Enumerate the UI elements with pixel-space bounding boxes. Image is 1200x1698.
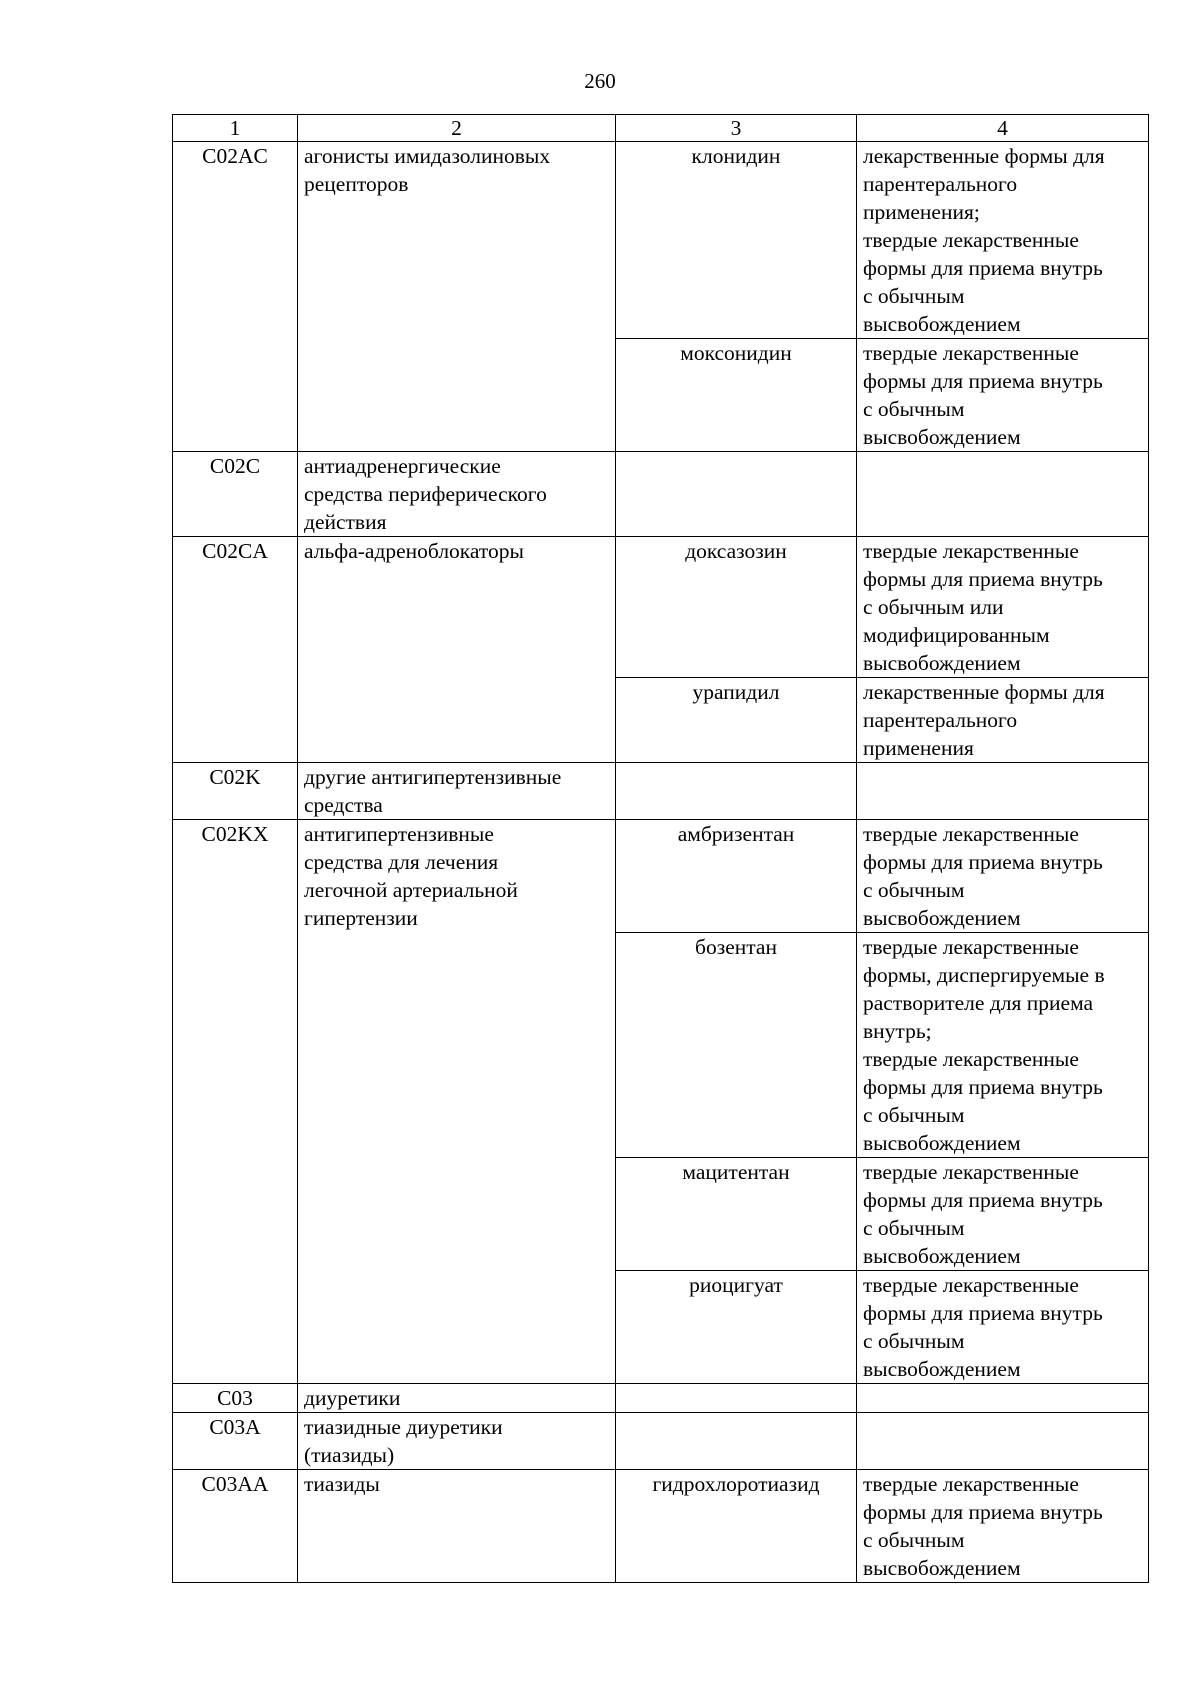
text-line: с обычным (863, 1216, 965, 1240)
atc-code-cell: C02CA (173, 537, 298, 763)
text-line: тиазидные диуретики (304, 1415, 503, 1439)
text-line: высвобождением (863, 312, 1021, 336)
table-row (173, 537, 1149, 678)
text-line: с обычным (863, 1103, 965, 1127)
table-row (173, 1470, 1149, 1583)
drug-name-cell (616, 763, 857, 820)
group-name-cell (298, 142, 616, 452)
dosage-form-cell (857, 678, 1149, 763)
header-cell-3: 3 (616, 115, 857, 142)
text-line: средства для лечения (304, 850, 499, 874)
header-cell-4: 4 (857, 115, 1149, 142)
dosage-form-cell (857, 1413, 1149, 1470)
text-line: высвобождением (863, 651, 1021, 675)
text-line: высвобождением (863, 1556, 1021, 1580)
dosage-form-cell (857, 1470, 1149, 1583)
text-line: твердые лекарственные (863, 539, 1079, 563)
text-line: применения; (863, 200, 980, 224)
drug-name-cell: моксонидин (616, 339, 857, 452)
text-line: высвобождением (863, 1357, 1021, 1381)
drug-name-cell (616, 1384, 857, 1413)
text-line: тиазиды (304, 1472, 380, 1496)
drug-name-cell (616, 452, 857, 537)
text-line: твердые лекарственные (863, 822, 1079, 846)
text-line: парентерального (863, 708, 1018, 732)
table-row (173, 763, 1149, 820)
table-row (173, 820, 1149, 933)
drug-name-cell: мацитентан (616, 1158, 857, 1271)
text-line: применения (863, 736, 974, 760)
dosage-form-cell (857, 537, 1149, 678)
text-line: формы для приема внутрь (863, 1301, 1103, 1325)
text-line: внутрь; (863, 1019, 932, 1043)
dosage-form-cell (857, 763, 1149, 820)
text-line: парентерального (863, 172, 1018, 196)
text-line: с обычным (863, 397, 965, 421)
drug-name-cell: доксазозин (616, 537, 857, 678)
table-row (173, 452, 1149, 537)
dosage-form-cell (857, 1384, 1149, 1413)
atc-code-cell: C02C (173, 452, 298, 537)
drug-name-cell: бозентан (616, 933, 857, 1158)
text-line: с обычным (863, 878, 965, 902)
group-name-cell (298, 452, 616, 537)
text-line: лекарственные формы для (863, 144, 1105, 168)
dosage-form-cell (857, 339, 1149, 452)
table-row (173, 1413, 1149, 1470)
text-line: твердые лекарственные (863, 935, 1079, 959)
text-line: формы для приема внутрь (863, 1500, 1103, 1524)
text-line: формы, диспергируемые в (863, 963, 1105, 987)
dosage-form-cell (857, 452, 1149, 537)
header-cell-2: 2 (298, 115, 616, 142)
text-line: высвобождением (863, 425, 1021, 449)
dosage-form-cell (857, 933, 1149, 1158)
drug-table (172, 114, 1149, 1583)
dosage-form-cell (857, 1271, 1149, 1384)
text-line: гипертензии (304, 906, 418, 930)
atc-code-cell: C02KX (173, 820, 298, 1384)
atc-code-cell: C03A (173, 1413, 298, 1470)
text-line: (тиазиды) (304, 1443, 395, 1467)
text-line: твердые лекарственные (863, 1047, 1079, 1071)
text-line: формы для приема внутрь (863, 1075, 1103, 1099)
group-name-cell (298, 1384, 616, 1413)
atc-code-cell: C02AC (173, 142, 298, 452)
drug-name-cell: гидрохлоротиазид (616, 1470, 857, 1583)
atc-code-cell: C02K (173, 763, 298, 820)
text-line: формы для приема внутрь (863, 567, 1103, 591)
text-line: высвобождением (863, 906, 1021, 930)
text-line: диуретики (304, 1386, 401, 1410)
drug-name-cell: урапидил (616, 678, 857, 763)
text-line: легочной артериальной (304, 878, 518, 902)
dosage-form-cell (857, 820, 1149, 933)
text-line: альфа-адреноблокаторы (304, 539, 524, 563)
dosage-form-cell (857, 142, 1149, 339)
drug-name-cell (616, 1413, 857, 1470)
drug-name-cell: клонидин (616, 142, 857, 339)
table-header-row (173, 115, 1149, 142)
text-line: антиадренергические (304, 454, 501, 478)
table-row (173, 1384, 1149, 1413)
atc-code-cell: C03 (173, 1384, 298, 1413)
text-line: средства (304, 793, 383, 817)
text-line: высвобождением (863, 1244, 1021, 1268)
header-cell-1: 1 (173, 115, 298, 142)
text-line: твердые лекарственные (863, 341, 1079, 365)
group-name-cell (298, 537, 616, 763)
text-line: твердые лекарственные (863, 1472, 1079, 1496)
dosage-form-cell (857, 1158, 1149, 1271)
text-line: с обычным (863, 284, 965, 308)
group-name-cell (298, 763, 616, 820)
drug-name-cell: амбризентан (616, 820, 857, 933)
text-line: другие антигипертензивные (304, 765, 562, 789)
text-line: твердые лекарственные (863, 228, 1079, 252)
text-line: лекарственные формы для (863, 680, 1105, 704)
text-line: антигипертензивные (304, 822, 494, 846)
text-line: формы для приема внутрь (863, 369, 1103, 393)
text-line: с обычным (863, 1528, 965, 1552)
page-number: 260 (584, 69, 616, 93)
text-line: средства периферического (304, 482, 547, 506)
text-line: формы для приема внутрь (863, 850, 1103, 874)
text-line: растворителе для приема (863, 991, 1094, 1015)
group-name-cell (298, 820, 616, 1384)
drug-name-cell: риоцигуат (616, 1271, 857, 1384)
text-line: высвобождением (863, 1131, 1021, 1155)
group-name-cell (298, 1470, 616, 1583)
text-line: твердые лекарственные (863, 1160, 1079, 1184)
text-line: с обычным или (863, 595, 1004, 619)
text-line: формы для приема внутрь (863, 1188, 1103, 1212)
text-line: модифицированным (863, 623, 1050, 647)
group-name-cell (298, 1413, 616, 1470)
text-line: рецепторов (304, 172, 409, 196)
text-line: агонисты имидазолиновых (304, 144, 551, 168)
text-line: формы для приема внутрь (863, 256, 1103, 280)
atc-code-cell: C03AA (173, 1470, 298, 1583)
text-line: действия (304, 510, 387, 534)
text-line: с обычным (863, 1329, 965, 1353)
table-row (173, 142, 1149, 339)
text-line: твердые лекарственные (863, 1273, 1079, 1297)
